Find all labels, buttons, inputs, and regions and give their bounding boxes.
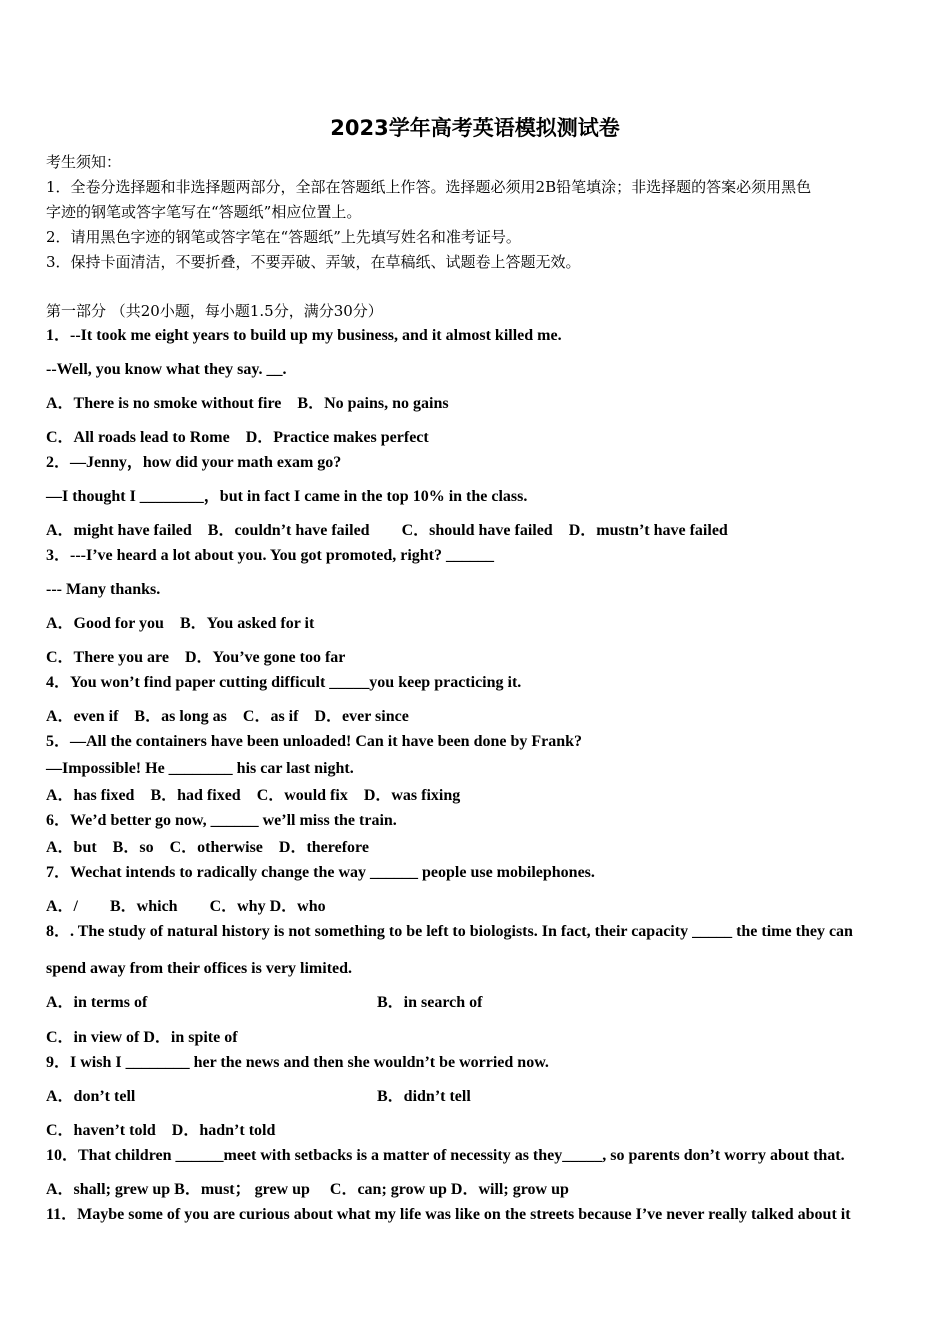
question-stem: 8．. The study of natural history is not something to be left to biologists. In fact, their capacity _____ the time they can <box>46 923 853 940</box>
question-stem: 7．Wechat intends to radically change the way ______ people use mobilephones. <box>46 864 595 881</box>
question-stem: 6．We’d better go now, ______ we’ll miss the train. <box>46 812 397 829</box>
question-options: A．but B．so C．otherwise D．therefore <box>46 839 369 856</box>
question-line: —Impossible! He ________ his car last night. <box>46 760 354 777</box>
page-title: 2023学年高考英语模拟测试卷 <box>330 116 620 140</box>
question-stem: 10．That children ______meet with setbacks is a matter of necessity as they_____, so parents don’t worry about that. <box>46 1147 845 1164</box>
question-options: A．Good for you B．You asked for it <box>46 615 315 632</box>
question-options: C．in view of D．in spite of <box>46 1029 238 1046</box>
question-line: —I thought I ________，but in fact I came in the top 10% in the class. <box>46 488 528 505</box>
question-options: A．even if B．as long as C．as if D．ever since <box>46 708 409 725</box>
question-line: spend away from their offices is very limited. <box>46 960 353 977</box>
question-line: --Well, you know what they say. __. <box>46 361 287 378</box>
question-options-row <box>46 993 906 1013</box>
question-stem: 2．—Jenny，how did your math exam go? <box>46 454 342 471</box>
question-options: A．There is no smoke without fire B．No pains, no gains <box>46 395 449 412</box>
question-line: --- Many thanks. <box>46 581 161 598</box>
question-options: A．/ B．which C．why D．who <box>46 898 326 915</box>
notice-item: 3．保持卡面清洁，不要折叠，不要弄破、弄皱，在草稿纸、试题卷上答题无效。 <box>46 253 581 271</box>
question-stem: 11．Maybe some of you are curious about what my life was like on the streets because I’ve never really talked about it <box>46 1206 851 1223</box>
section-heading: 第一部分 （共20小题，每小题1.5分，满分30分） <box>46 302 383 320</box>
question-options: A．shall; grew up B．must； grew up C．can; grow up D．will; grow up <box>46 1181 569 1198</box>
notice-item: 2．请用黑色字迹的钢笔或答字笔在“答题纸”上先填写姓名和准考证号。 <box>46 228 521 246</box>
option-b: B．in search of <box>377 994 483 1011</box>
question-options: C．There you are D．You’ve gone too far <box>46 649 346 666</box>
notice-heading: 考生须知： <box>46 153 122 171</box>
question-stem: 9．I wish I ________ her the news and then she wouldn’t be worried now. <box>46 1054 549 1071</box>
option-a: A．in terms of <box>46 994 148 1011</box>
question-options: A．has fixed B．had fixed C．would fix D．was fixing <box>46 787 461 804</box>
question-options: A．might have failed B．couldn’t have failed C．should have failed D．mustn’t have failed <box>46 522 728 539</box>
question-stem: 4．You won’t find paper cutting difficult _____you keep practicing it. <box>46 674 522 691</box>
option-a: A．don’t tell <box>46 1088 136 1105</box>
question-options: C．All roads lead to Rome D．Practice makes perfect <box>46 429 429 446</box>
question-options-row <box>46 1087 906 1107</box>
option-b: B．didn’t tell <box>377 1088 471 1105</box>
question-stem: 1．--It took me eight years to build up my business, and it almost killed me. <box>46 327 562 344</box>
question-options: C．haven’t told D．hadn’t told <box>46 1122 276 1139</box>
notice-item: 字迹的钢笔或答字笔写在“答题纸”相应位置上。 <box>46 203 362 221</box>
question-stem: 5．—All the containers have been unloaded! Can it have been done by Frank? <box>46 733 583 750</box>
notice-item: 1．全卷分选择题和非选择题两部分，全部在答题纸上作答。选择题必须用2B铅笔填涂；非选择题的答案必须用黑色 <box>46 178 812 196</box>
question-stem: 3．---I’ve heard a lot about you. You got promoted, right? ______ <box>46 547 494 564</box>
